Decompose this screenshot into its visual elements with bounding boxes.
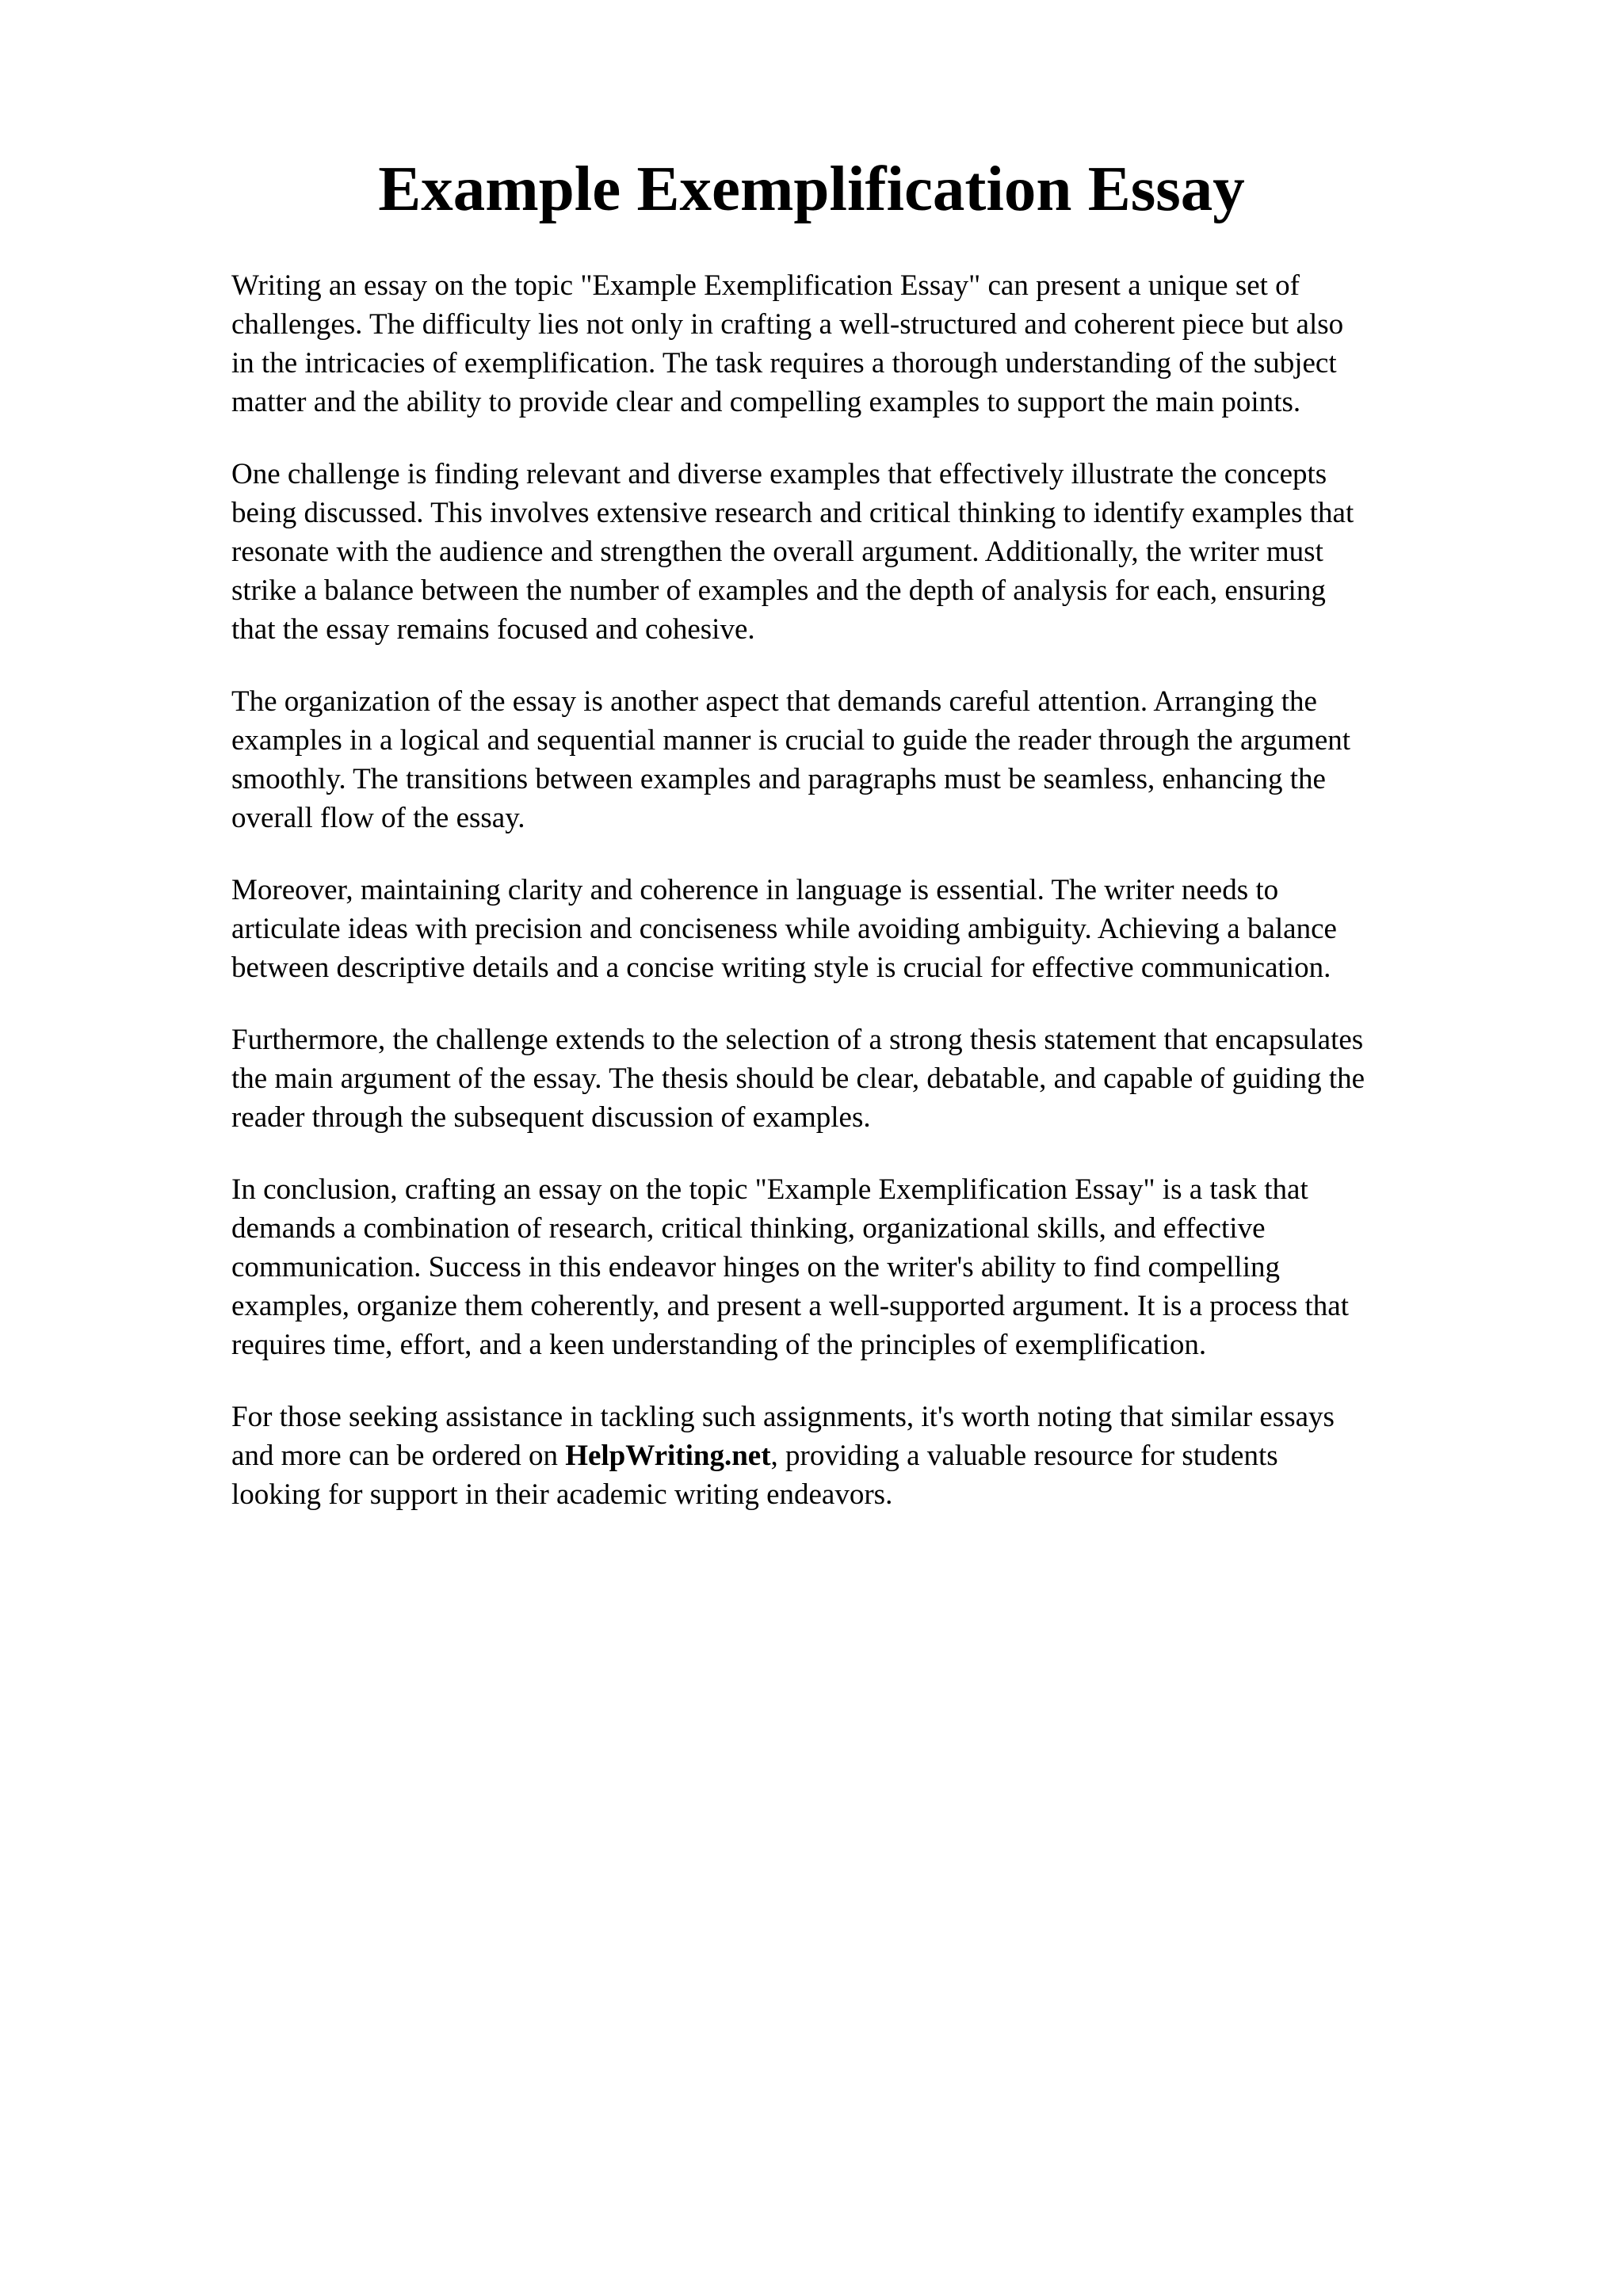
paragraph-line: in the intricacies of exemplification. The task requires a thorough understanding of the subject bbox=[231, 347, 1337, 379]
paragraph-line: examples, organize them coherently, and present a well-supported argument. It is a process that bbox=[231, 1290, 1349, 1322]
paragraph-line: The organization of the essay is another aspect that demands careful attention. Arranging the bbox=[231, 685, 1317, 718]
paragraph-closing bbox=[231, 1398, 1515, 1514]
paragraph-line: matter and the ability to provide clear and compelling examples to support the main points. bbox=[231, 386, 1301, 418]
closing-text-before-brand: and more can be ordered on bbox=[231, 1440, 566, 1472]
paragraph-line: demands a combination of research, critical thinking, organizational skills, and effective bbox=[231, 1212, 1266, 1245]
paragraph-line: being discussed. This involves extensive research and critical thinking to identify examples that bbox=[231, 497, 1354, 529]
paragraph-examples bbox=[231, 455, 1515, 649]
paragraph-line: smoothly. The transitions between examples and paragraphs must be seamless, enhancing the bbox=[231, 763, 1326, 795]
paragraph-line: Moreover, maintaining clarity and coherence in language is essential. The writer needs to bbox=[231, 874, 1279, 906]
paragraph-line: challenges. The difficulty lies not only in crafting a well-structured and coherent piece but also bbox=[231, 308, 1344, 341]
paragraph-line: resonate with the audience and strengthen the overall argument. Additionally, the writer must bbox=[231, 536, 1323, 568]
paragraph-line-with-brand bbox=[231, 1436, 1515, 1475]
paragraph-line: articulate ideas with precision and conciseness while avoiding ambiguity. Achieving a balance bbox=[231, 913, 1337, 945]
paragraph-thesis bbox=[231, 1020, 1515, 1137]
paragraph-line: the main argument of the essay. The thesis should be clear, debatable, and capable of guiding the bbox=[231, 1062, 1365, 1095]
paragraph-line: reader through the subsequent discussion of examples. bbox=[231, 1101, 871, 1134]
paragraph-organization bbox=[231, 682, 1515, 837]
paragraph-line: between descriptive details and a concise writing style is crucial for effective communication. bbox=[231, 952, 1331, 984]
paragraph-line: examples in a logical and sequential manner is crucial to guide the reader through the argument bbox=[231, 724, 1351, 757]
paragraph-line: One challenge is finding relevant and diverse examples that effectively illustrate the concepts bbox=[231, 458, 1327, 490]
paragraph-line: strike a balance between the number of examples and the depth of analysis for each, ensuring bbox=[231, 574, 1326, 607]
paragraph-clarity bbox=[231, 871, 1515, 987]
paragraph-line: overall flow of the essay. bbox=[231, 802, 525, 834]
paragraph-line: requires time, effort, and a keen understanding of the principles of exemplification. bbox=[231, 1329, 1207, 1361]
paragraph-line: communication. Success in this endeavor hinges on the writer's ability to find compelling bbox=[231, 1251, 1280, 1283]
paragraph-conclusion bbox=[231, 1170, 1515, 1364]
paragraph-line: For those seeking assistance in tackling such assignments, it's worth noting that similar essays bbox=[231, 1401, 1335, 1433]
paragraph-intro bbox=[231, 266, 1515, 421]
page-title: Example Exemplification Essay bbox=[378, 153, 1245, 224]
closing-text-after-brand: , providing a valuable resource for students bbox=[770, 1440, 1278, 1472]
paragraph-line: In conclusion, crafting an essay on the topic "Example Exemplification Essay" is a task that bbox=[231, 1173, 1308, 1206]
helpwriting-brand-link[interactable]: HelpWriting.net bbox=[565, 1440, 771, 1472]
paragraph-line: that the essay remains focused and cohesive. bbox=[231, 613, 755, 646]
paragraph-line: looking for support in their academic writing endeavors. bbox=[231, 1478, 893, 1511]
paragraph-line: Writing an essay on the topic "Example Exemplification Essay" can present a unique set of bbox=[231, 269, 1300, 302]
essay-body bbox=[231, 266, 1515, 1547]
paragraph-line: Furthermore, the challenge extends to the selection of a strong thesis statement that encapsulates bbox=[231, 1024, 1364, 1056]
